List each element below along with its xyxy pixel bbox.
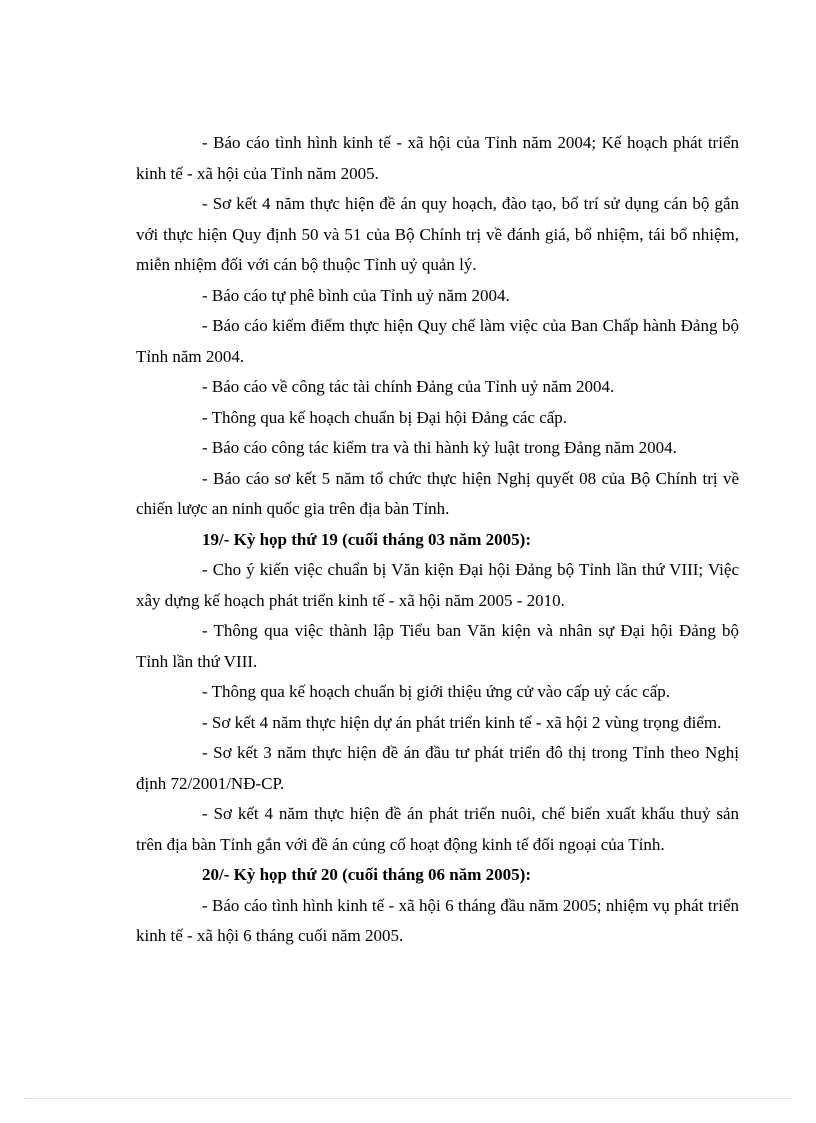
- paragraph: - Sơ kết 4 năm thực hiện đề án quy hoạch, đào tạo, bố trí sử dụng cán bộ gắn với thực hiện Quy định 50 và 51 của Bộ Chính trị về đánh giá, bổ nhiệm, tái bổ nhiệm, miễn nhiệm đối với cán bộ thuộc Tỉnh uỷ quản lý.: [136, 194, 739, 274]
- paragraph: - Thông qua kế hoạch chuẩn bị giới thiệu ứng cử vào cấp uỷ các cấp.: [202, 682, 670, 701]
- section-heading: 20/- Kỳ họp thứ 20 (cuối tháng 06 năm 2005):: [202, 865, 531, 884]
- paragraph: - Sơ kết 3 năm thực hiện đề án đầu tư phát triển đô thị trong Tỉnh theo Nghị định 72/2001/NĐ-CP.: [136, 743, 739, 793]
- paragraph: - Báo cáo tự phê bình của Tỉnh uỷ năm 2004.: [202, 285, 510, 305]
- paragraph: - Báo cáo công tác kiểm tra và thi hành kỷ luật trong Đảng năm 2004.: [202, 438, 677, 457]
- paragraph: - Báo cáo tình hình kinh tế - xã hội của Tỉnh năm 2004; Kế hoạch phát triển kinh tế - xã hội của Tỉnh năm 2005.: [136, 133, 739, 183]
- paragraph: - Sơ kết 4 năm thực hiện dự án phát triển kinh tế - xã hội 2 vùng trọng điểm.: [202, 712, 722, 732]
- page-bottom-divider: [24, 1098, 792, 1099]
- paragraph: - Thông qua việc thành lập Tiểu ban Văn kiện và nhân sự Đại hội Đảng bộ Tỉnh lần thứ VIII.: [136, 621, 739, 671]
- paragraph: - Báo cáo về công tác tài chính Đảng của Tỉnh uỷ năm 2004.: [202, 377, 615, 396]
- section-heading: 19/- Kỳ họp thứ 19 (cuối tháng 03 năm 2005):: [202, 529, 531, 549]
- document-body: [136, 128, 739, 952]
- paragraph: - Cho ý kiến việc chuẩn bị Văn kiện Đại hội Đảng bộ Tỉnh lần thứ VIII; Việc xây dựng kế hoạch phát triển kinh tế - xã hội năm 2005 - 2010.: [136, 560, 739, 610]
- paragraph: - Báo cáo sơ kết 5 năm tổ chức thực hiện Nghị quyết 08 của Bộ Chính trị về chiến lược an ninh quốc gia trên địa bàn Tỉnh.: [136, 468, 739, 518]
- paragraph: - Thông qua kế hoạch chuẩn bị Đại hội Đảng các cấp.: [202, 407, 568, 427]
- paragraph: - Báo cáo tình hình kinh tế - xã hội 6 tháng đầu năm 2005; nhiệm vụ phát triển kinh tế - xã hội 6 tháng cuối năm 2005.: [136, 895, 739, 945]
- paragraph: - Sơ kết 4 năm thực hiện đề án phát triển nuôi, chế biến xuất khẩu thuỷ sản trên địa bàn Tỉnh gắn với đề án củng cố hoạt động kinh tế đối ngoại của Tỉnh.: [136, 804, 739, 854]
- paragraph: - Báo cáo kiểm điểm thực hiện Quy chế làm việc của Ban Chấp hành Đảng bộ Tỉnh năm 2004.: [136, 316, 739, 366]
